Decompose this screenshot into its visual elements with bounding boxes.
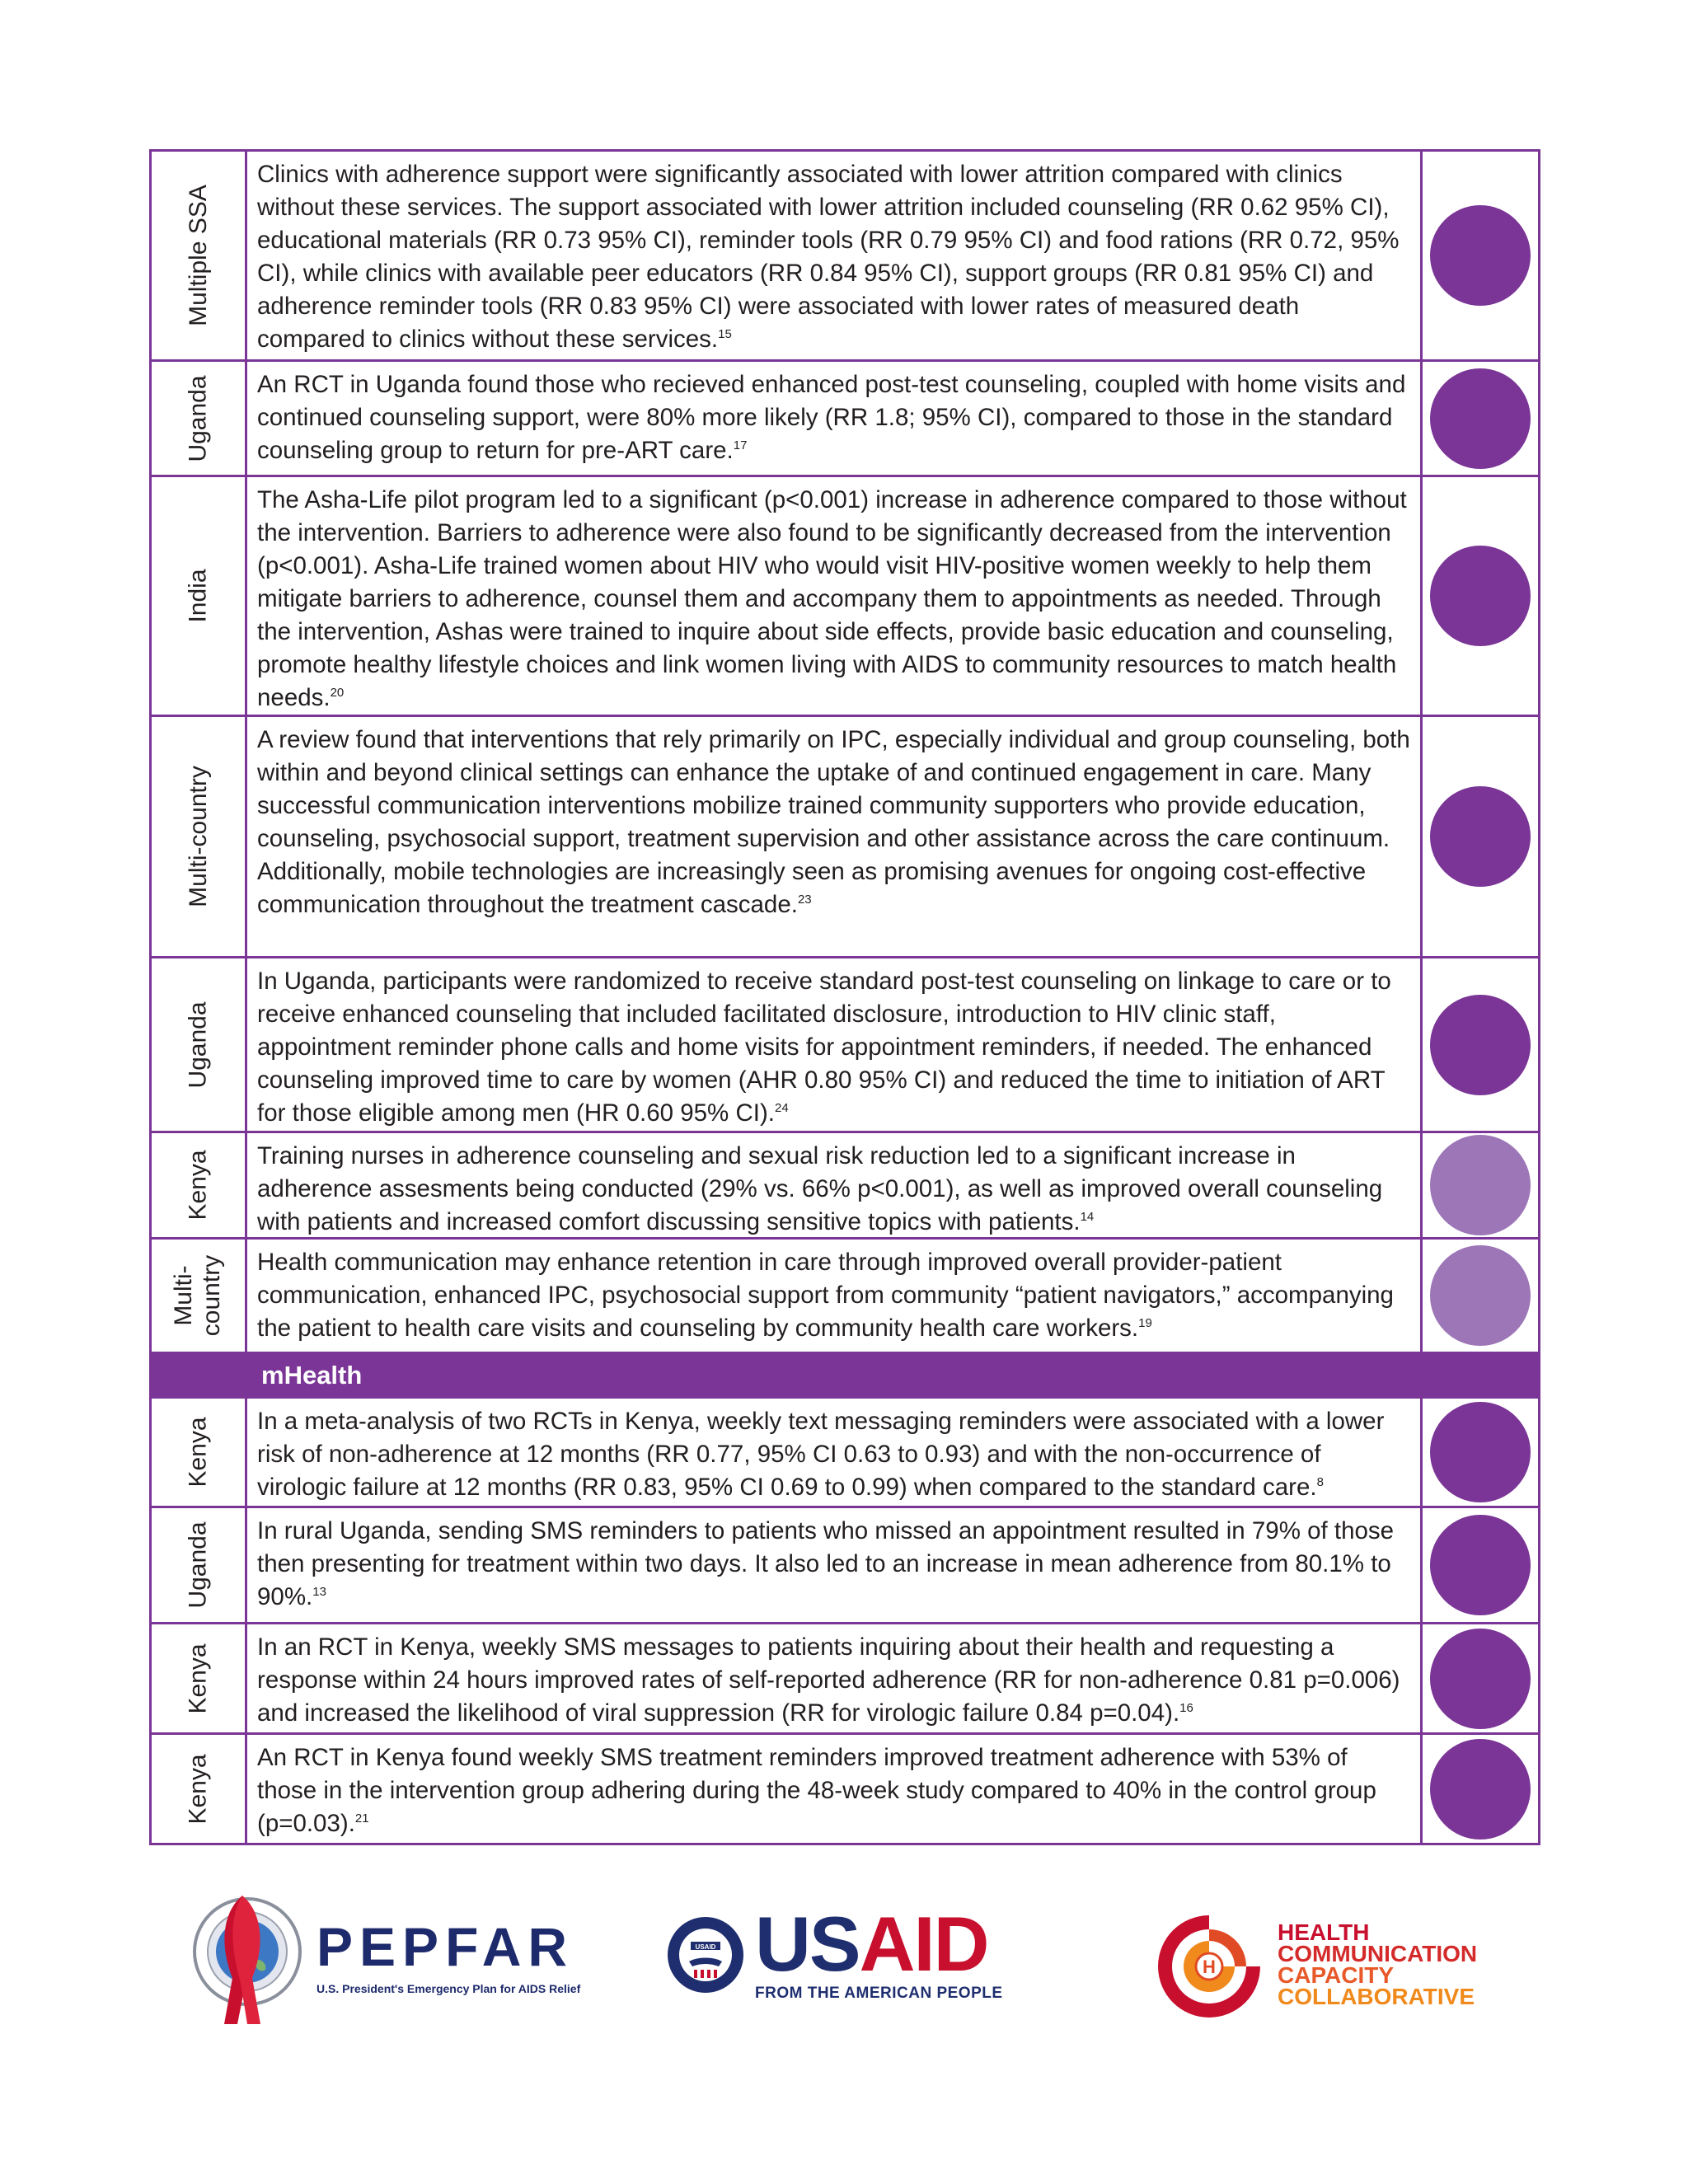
finding-text [247,1624,1423,1732]
country-label: Kenya [184,1753,212,1825]
evidence-circle-icon [1430,205,1531,306]
country-label: India [184,569,212,623]
evidence-rows-adherence [152,152,1538,1352]
country-cell [152,362,247,475]
country-label: Multi-country [184,766,212,907]
country-label-line: Multi- [170,1265,198,1326]
evidence-circle-icon [1430,1402,1531,1502]
citation-ref: 16 [1179,1701,1193,1716]
table-row [152,359,1538,475]
finding-text [247,1508,1423,1622]
usaid-tagline: FROM THE AMERICAN PEOPLE [755,1985,1003,2002]
country-cell [152,1399,247,1506]
section-header-mhealth [152,1352,1538,1396]
usaid-seal-label: USAID [695,1943,716,1951]
citation-ref: 14 [1080,1210,1095,1225]
finding-text [247,1133,1423,1237]
finding-body: The Asha-Life pilot program led to a significant (p<0.001) increase in adherence compared to those without the intervention. Barriers to adherence were also found to be significantly decreased from the intervention (p<0.001). Asha-Life trained women about HIV who would visit HIV-positive women weekly to help them mitigate barriers to adherence, counsel them and accompany them to appointments as needed. Through the intervention, Ashas were trained to inquire about side effects, provide basic education and counseling, promote healthy lifestyle choices and link women living with AIDS to community resources to match health needs. [257,486,1407,711]
finding-text [247,717,1423,956]
table-row [152,956,1538,1131]
evidence-rating-cell [1423,1624,1538,1732]
evidence-rating-cell [1423,152,1538,359]
hc3-line-2: COMMUNICATION [1278,1941,1478,1966]
finding-body: In a meta-analysis of two RCTs in Kenya, weekly text messaging reminders were associated with a lower risk of non-adherence at 12 months (RR 0.77, 95% CI 0.63 to 0.93) and with the non-occurrence of virologic failure at 12 months (RR 0.83, 95% CI 0.69 to 0.99) when compared to the standard care. [257,1408,1385,1501]
section-label: mHealth [261,1360,363,1390]
pepfar-logo [190,1887,580,2027]
hc3-wordmark [1278,1919,1478,2009]
finding-text [247,477,1423,715]
finding-body: In rural Uganda, sending SMS reminders to patients who missed an appointment resulted in 79% of those then presenting for treatment within two days. It also led to an increase in mean adherence from 80.1% to 90%. [257,1517,1395,1610]
pepfar-name: PEPFAR [316,1916,574,1977]
evidence-table [149,149,1540,1845]
finding-body: Training nurses in adherence counseling and sexual risk reduction led to a significant increase in adherence assesments being conducted (29% vs. 66% p<0.001), as well as improved overall counseling with patients and increased comfort discussing sensitive topics with patients. [257,1142,1383,1235]
evidence-circle-icon [1430,546,1531,646]
table-row [152,715,1538,956]
table-row [152,1506,1538,1622]
finding-text [247,958,1423,1131]
evidence-rating-cell [1423,1508,1538,1622]
country-label [170,1255,226,1336]
hc3-line-3: CAPACITY [1278,1962,1395,1988]
citation-ref: 20 [330,686,345,701]
country-cell [152,1133,247,1237]
citation-ref: 17 [733,438,748,453]
usaid-name-us: US [755,1900,860,1987]
evidence-circle-icon [1430,1629,1531,1729]
table-row [152,1732,1538,1843]
country-label: Uganda [184,1001,212,1089]
country-cell [152,1735,247,1843]
evidence-rating-cell [1423,1735,1538,1843]
usaid-logo [666,1900,1003,2003]
evidence-rating-cell [1423,717,1538,956]
usaid-wordmark [755,1900,1003,2003]
evidence-circle-icon [1430,995,1531,1095]
usaid-name-aid: AID [859,1900,988,1987]
country-label: Kenya [184,1150,212,1221]
finding-body: Clinics with adherence support were significantly associated with lower attrition compared with clinics without these services. The support associated with lower attrition included counseling (RR 0.62 95% CI), educational materials (RR 0.73 95% CI), reminder tools (RR 0.79 95% CI) and food rations (RR 0.72, 95% CI), while clinics with available peer educators (RR 0.84 95% CI), support groups (RR 0.81 95% CI) and adherence reminder tools (RR 0.83 95% CI) were associated with lower rates of measured death compared to clinics without these services. [257,161,1400,353]
table-row [152,475,1538,715]
country-cell [152,152,247,359]
citation-ref: 19 [1138,1316,1152,1331]
country-cell [152,477,247,715]
finding-text [247,1735,1423,1843]
finding-text [247,1399,1423,1506]
evidence-rating-cell [1423,958,1538,1131]
evidence-rating-cell [1423,1240,1538,1352]
country-label: Kenya [184,1643,212,1714]
country-label: Kenya [184,1417,212,1488]
evidence-circle-icon [1430,1245,1531,1346]
pepfar-seal-icon [190,1887,305,2027]
finding-text [247,1240,1423,1352]
finding-body: A review found that interventions that rely primarily on IPC, especially individual and group counseling, both within and beyond clinical settings can enhance the uptake of and continued engagement in care. Many successful communication interventions mobilize trained community supporters who provide education, counseling, psychosocial support, treatment supervision and other assistance across the care continuum. Additionally, mobile technologies are increasingly seen as promising avenues for ongoing cost-effective communication throughout the treatment cascade. [257,726,1410,918]
country-cell [152,1508,247,1622]
finding-body: An RCT in Uganda found those who recieved enhanced post-test counseling, coupled with home visits and continued counseling support, were 80% more likely (RR 1.8; 95% CI), compared to those in the standard counseling group to return for pre-ART care. [257,371,1406,464]
country-cell [152,717,247,956]
hc3-logo [1147,1907,1477,2022]
pepfar-tagline: U.S. President's Emergency Plan for AIDS Relief [316,1982,581,1995]
evidence-circle-icon [1430,786,1531,887]
table-row [152,1131,1538,1237]
hc3-mark: H [1203,1957,1216,1977]
table-row [152,152,1538,359]
citation-ref: 21 [354,1811,369,1826]
evidence-circle-icon [1430,368,1531,469]
table-row [152,1237,1538,1352]
usaid-seal-icon [666,1915,745,1994]
finding-text [247,362,1423,475]
finding-body: Health communication may enhance retention in care through improved overall provider-patient communication, enhanced IPC, psychosocial support from community “patient navigators,” accompanying the patient to health care visits and counseling by community health care workers. [257,1249,1394,1342]
hc3-line-1: HEALTH [1278,1919,1370,1945]
evidence-circle-icon [1430,1515,1531,1615]
finding-body: In an RCT in Kenya, weekly SMS messages to patients inquiring about their health and requesting a response within 24 hours improved rates of self-reported adherence (RR for non-adherence 0.81 p=0.006) and increased the likelihood of viral suppression (RR for virologic failure 0.84 p=0.04). [257,1633,1400,1727]
citation-ref: 13 [312,1585,326,1600]
footer-logos [0,1887,1688,2052]
country-label: Multiple SSA [184,185,212,326]
country-cell [152,1240,247,1352]
table-row [152,1396,1538,1506]
citation-ref: 8 [1316,1475,1324,1490]
country-cell [152,1624,247,1732]
country-cell [152,958,247,1131]
citation-ref: 15 [718,327,732,342]
pepfar-wordmark [316,1916,581,1995]
evidence-rating-cell [1423,1133,1538,1237]
hc3-line-4: COLLABORATIVE [1278,1984,1475,2009]
finding-body: An RCT in Kenya found weekly SMS treatment reminders improved treatment adherence with 53% of those in the intervention group adhering during the 48-week study compared to 40% in the control group (p=0.03). [257,1744,1376,1837]
country-label: Uganda [184,374,212,462]
citation-ref: 24 [775,1101,789,1116]
hc3-swirl-icon [1147,1907,1271,2022]
evidence-rating-cell [1423,1399,1538,1506]
evidence-rating-cell [1423,362,1538,475]
evidence-rating-cell [1423,477,1538,715]
table-row [152,1622,1538,1732]
finding-text [247,152,1423,359]
evidence-circle-icon [1430,1135,1531,1235]
usaid-name [755,1900,1003,1987]
country-label: Uganda [184,1521,212,1609]
country-label-line: country [198,1254,226,1337]
evidence-rows-mhealth [152,1396,1538,1843]
citation-ref: 23 [797,893,812,907]
finding-body: In Uganda, participants were randomized to receive standard post-test counseling on linkage to care or to receive enhanced counseling that included facilitated disclosure, introduction to HIV clinic staff, appointment reminder phone calls and home visits for appointment reminders, if needed. The enhanced counseling improved time to care by women (AHR 0.80 95% CI) and reduced the time to initiation of ART for those eligible among men (HR 0.60 95% CI). [257,968,1391,1127]
evidence-circle-icon [1430,1739,1531,1840]
